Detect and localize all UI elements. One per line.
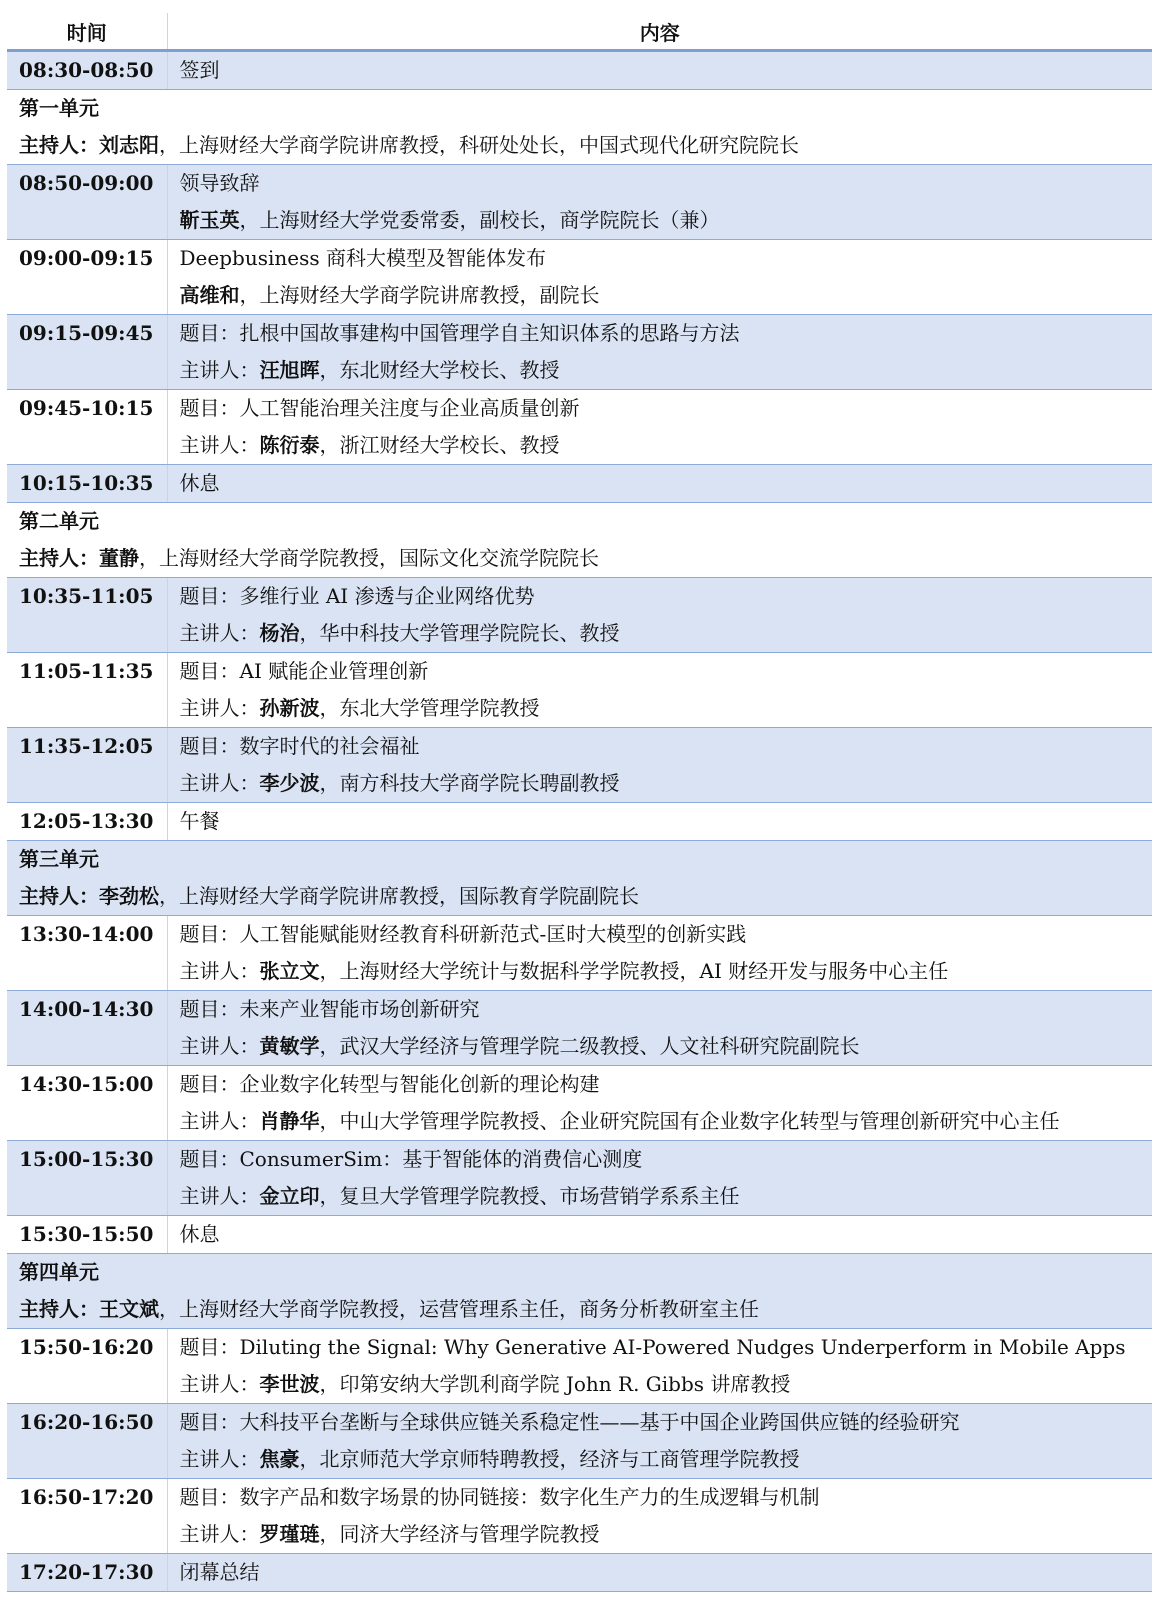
speaker-line — [180, 352, 1153, 389]
speaker-line — [180, 1441, 1153, 1478]
unit-row — [7, 841, 1152, 916]
speaker-desc: ，东北大学管理学院教授 — [319, 696, 540, 720]
host-line — [19, 1291, 1152, 1328]
time-cell — [7, 916, 167, 991]
time-label: 10:15-10:35 — [19, 471, 154, 495]
host-label: 主持人： — [19, 1297, 99, 1321]
speaker-label: 主讲人： — [179, 771, 260, 795]
event-label: 休息 — [179, 1222, 220, 1246]
time-label: 14:00-14:30 — [19, 997, 154, 1021]
time-cell — [7, 1141, 167, 1216]
time-label: 10:35-11:05 — [19, 584, 154, 608]
speaker-line — [180, 427, 1153, 464]
unit-title: 第二单元 — [19, 509, 99, 533]
time-label: 16:20-16:50 — [19, 1410, 154, 1434]
content-cell — [167, 578, 1152, 653]
host-desc: ，上海财经大学商学院讲席教授，科研处处长，中国式现代化研究院院长 — [159, 133, 799, 157]
header-content: 内容 — [167, 13, 1152, 51]
speaker-name: 罗瑾琏 — [259, 1522, 320, 1546]
speaker-label: 主讲人： — [179, 621, 260, 645]
time-cell — [7, 51, 167, 90]
session-row — [7, 653, 1152, 728]
event-label: 休息 — [179, 471, 220, 495]
talk-title: 题目：未来产业智能市场创新研究 — [179, 997, 480, 1021]
unit-cell — [7, 1254, 1152, 1329]
content-cell — [167, 315, 1152, 390]
content-cell — [167, 390, 1152, 465]
time-label: 15:00-15:30 — [19, 1147, 154, 1171]
content-cell — [167, 165, 1152, 240]
time-cell — [7, 1066, 167, 1141]
content-cell — [167, 728, 1152, 803]
header-row — [7, 13, 1152, 51]
speaker-line — [180, 1366, 1153, 1403]
speaker-label: 主讲人： — [179, 1034, 260, 1058]
talk-title: Deepbusiness 商科大模型及智能体发布 — [179, 246, 546, 270]
time-cell — [7, 1479, 167, 1554]
speaker-name: 张立文 — [259, 959, 320, 983]
speaker-label: 主讲人： — [179, 358, 260, 382]
speaker-line — [180, 1028, 1153, 1065]
time-label: 09:45-10:15 — [19, 396, 154, 420]
session-row — [7, 728, 1152, 803]
host-desc: ，上海财经大学商学院讲席教授，国际教育学院副院长 — [159, 884, 639, 908]
content-cell — [167, 1554, 1152, 1592]
time-label: 09:15-09:45 — [19, 321, 154, 345]
host-desc: ，上海财经大学商学院教授，运营管理系主任，商务分析教研室主任 — [159, 1297, 759, 1321]
host-label: 主持人： — [19, 133, 99, 157]
time-cell — [7, 728, 167, 803]
host-name: 刘志阳 — [99, 133, 159, 157]
speaker-desc: ，北京师范大学京师特聘教授，经济与工商管理学院教授 — [299, 1447, 800, 1471]
content-cell — [167, 991, 1152, 1066]
host-name: 李劲松 — [99, 884, 159, 908]
time-label: 15:30-15:50 — [19, 1222, 154, 1246]
talk-title: 题目：企业数字化转型与智能化创新的理论构建 — [179, 1072, 600, 1096]
session-row — [7, 1141, 1152, 1216]
header-time: 时间 — [7, 13, 167, 51]
speaker-name: 李世波 — [259, 1372, 320, 1396]
session-row — [7, 390, 1152, 465]
simple-row — [7, 1216, 1152, 1254]
speaker-desc: ，浙江财经大学校长、教授 — [319, 433, 560, 457]
host-line — [19, 127, 1152, 164]
unit-cell — [7, 90, 1152, 165]
session-row — [7, 1404, 1152, 1479]
content-cell — [167, 1141, 1152, 1216]
time-label: 17:20-17:30 — [19, 1560, 154, 1584]
host-name: 董静 — [99, 546, 139, 570]
speaker-name: 金立印 — [259, 1184, 320, 1208]
time-label: 12:05-13:30 — [19, 809, 154, 833]
talk-title: 题目：多维行业 AI 渗透与企业网络优势 — [179, 584, 535, 608]
content-cell — [167, 803, 1152, 841]
time-cell — [7, 390, 167, 465]
unit-row — [7, 90, 1152, 165]
unit-row — [7, 503, 1152, 578]
speaker-desc: ，中山大学管理学院教授、企业研究院国有企业数字化转型与管理创新研究中心主任 — [319, 1109, 1060, 1133]
talk-title: 题目：数字产品和数字场景的协同链接：数字化生产力的生成逻辑与机制 — [179, 1485, 820, 1509]
speaker-line — [180, 202, 1153, 239]
content-cell — [167, 465, 1152, 503]
time-label: 09:00-09:15 — [19, 246, 154, 270]
speaker-line — [180, 1103, 1153, 1140]
speaker-desc: ，上海财经大学党委常委，副校长，商学院院长（兼） — [239, 208, 720, 232]
speaker-label: 主讲人： — [179, 1109, 260, 1133]
content-cell — [167, 1329, 1152, 1404]
talk-title: 题目：大科技平台垄断与全球供应链关系稳定性——基于中国企业跨国供应链的经验研究 — [179, 1410, 960, 1434]
speaker-desc: ，上海财经大学统计与数据科学学院教授，AI 财经开发与服务中心主任 — [319, 959, 949, 983]
speaker-line — [180, 277, 1153, 314]
speaker-name: 焦豪 — [259, 1447, 300, 1471]
time-label: 11:35-12:05 — [19, 734, 154, 758]
time-label: 11:05-11:35 — [19, 659, 154, 683]
speaker-name: 李少波 — [259, 771, 320, 795]
content-cell — [167, 51, 1152, 90]
session-row — [7, 991, 1152, 1066]
speaker-name: 高维和 — [179, 283, 240, 307]
content-cell — [167, 1216, 1152, 1254]
session-row — [7, 315, 1152, 390]
speaker-desc: ，同济大学经济与管理学院教授 — [319, 1522, 600, 1546]
speaker-name: 孙新波 — [259, 696, 320, 720]
speaker-label: 主讲人： — [179, 1522, 260, 1546]
time-cell — [7, 1216, 167, 1254]
content-cell — [167, 1479, 1152, 1554]
host-label: 主持人： — [19, 884, 99, 908]
speaker-desc: ，华中科技大学管理学院院长、教授 — [299, 621, 620, 645]
speaker-desc: ，武汉大学经济与管理学院二级教授、人文社科研究院副院长 — [319, 1034, 860, 1058]
content-cell — [167, 653, 1152, 728]
talk-title: 题目：ConsumerSim：基于智能体的消费信心测度 — [179, 1147, 643, 1171]
session-row — [7, 1329, 1152, 1404]
speaker-line — [180, 1178, 1153, 1215]
time-cell — [7, 1329, 167, 1404]
simple-row — [7, 803, 1152, 841]
speaker-line — [180, 690, 1153, 727]
host-label: 主持人： — [19, 546, 99, 570]
simple-row — [7, 1554, 1152, 1592]
time-cell — [7, 165, 167, 240]
speaker-desc: ，印第安纳大学凯利商学院 John R. Gibbs 讲席教授 — [319, 1372, 791, 1396]
talk-title: 题目：数字时代的社会福祉 — [179, 734, 420, 758]
time-label: 15:50-16:20 — [19, 1335, 154, 1359]
host-line — [19, 878, 1152, 915]
speaker-line — [180, 615, 1153, 652]
unit-title: 第四单元 — [19, 1260, 99, 1284]
time-label: 13:30-14:00 — [19, 922, 154, 946]
time-label: 08:30-08:50 — [19, 58, 154, 82]
time-cell — [7, 240, 167, 315]
content-cell — [167, 1066, 1152, 1141]
simple-row — [7, 51, 1152, 90]
speaker-line — [180, 1516, 1153, 1553]
talk-title: 题目：扎根中国故事建构中国管理学自主知识体系的思路与方法 — [179, 321, 740, 345]
time-cell — [7, 991, 167, 1066]
talk-title: 题目：人工智能赋能财经教育科研新范式-匡时大模型的创新实践 — [179, 922, 747, 946]
speaker-name: 陈衍泰 — [259, 433, 320, 457]
unit-cell — [7, 841, 1152, 916]
speaker-name: 黄敏学 — [259, 1034, 320, 1058]
host-name: 王文斌 — [99, 1297, 159, 1321]
time-cell — [7, 1554, 167, 1592]
talk-title: 题目：AI 赋能企业管理创新 — [179, 659, 429, 683]
agenda-page — [7, 13, 1152, 1592]
time-label: 16:50-17:20 — [19, 1485, 154, 1509]
unit-cell — [7, 503, 1152, 578]
host-desc: ，上海财经大学商学院教授，国际文化交流学院院长 — [139, 546, 599, 570]
agenda-table — [7, 13, 1152, 1592]
speaker-label: 主讲人： — [179, 959, 260, 983]
speaker-line — [180, 953, 1153, 990]
speaker-desc: ，东北财经大学校长、教授 — [319, 358, 560, 382]
speaker-label: 主讲人： — [179, 696, 260, 720]
content-cell — [167, 916, 1152, 991]
time-cell — [7, 578, 167, 653]
speaker-name: 肖静华 — [259, 1109, 320, 1133]
event-label: 闭幕总结 — [179, 1560, 260, 1584]
event-label: 午餐 — [179, 809, 220, 833]
talk-title: 题目：Diluting the Signal: Why Generative AI-Powered Nudges Underperform in Mobile Apps — [179, 1335, 1126, 1359]
time-cell — [7, 803, 167, 841]
speaker-line — [180, 765, 1153, 802]
speaker-name: 靳玉英 — [179, 208, 240, 232]
time-cell — [7, 653, 167, 728]
time-cell — [7, 315, 167, 390]
session-row — [7, 1479, 1152, 1554]
speaker-desc: ，复旦大学管理学院教授、市场营销学系系主任 — [319, 1184, 740, 1208]
speaker-label: 主讲人： — [179, 433, 260, 457]
speaker-name: 汪旭晖 — [259, 358, 320, 382]
speaker-name: 杨治 — [259, 621, 300, 645]
session-row — [7, 578, 1152, 653]
unit-row — [7, 1254, 1152, 1329]
content-cell — [167, 1404, 1152, 1479]
simple-row — [7, 465, 1152, 503]
time-label: 08:50-09:00 — [19, 171, 154, 195]
speaker-label: 主讲人： — [179, 1184, 260, 1208]
event-label: 签到 — [179, 58, 220, 82]
time-cell — [7, 1404, 167, 1479]
content-cell — [167, 240, 1152, 315]
speaker-desc: ，上海财经大学商学院讲席教授，副院长 — [239, 283, 600, 307]
session-row — [7, 1066, 1152, 1141]
agenda-body — [7, 51, 1152, 1592]
talk-title: 领导致辞 — [179, 171, 260, 195]
speaker-desc: ，南方科技大学商学院长聘副教授 — [319, 771, 620, 795]
talk-title: 题目：人工智能治理关注度与企业高质量创新 — [179, 396, 580, 420]
session-row — [7, 916, 1152, 991]
speaker-label: 主讲人： — [179, 1447, 260, 1471]
time-label: 14:30-15:00 — [19, 1072, 154, 1096]
speaker-label: 主讲人： — [179, 1372, 260, 1396]
session-row — [7, 165, 1152, 240]
time-cell — [7, 465, 167, 503]
unit-title: 第三单元 — [19, 847, 99, 871]
unit-title: 第一单元 — [19, 96, 99, 120]
host-line — [19, 540, 1152, 577]
session-row — [7, 240, 1152, 315]
